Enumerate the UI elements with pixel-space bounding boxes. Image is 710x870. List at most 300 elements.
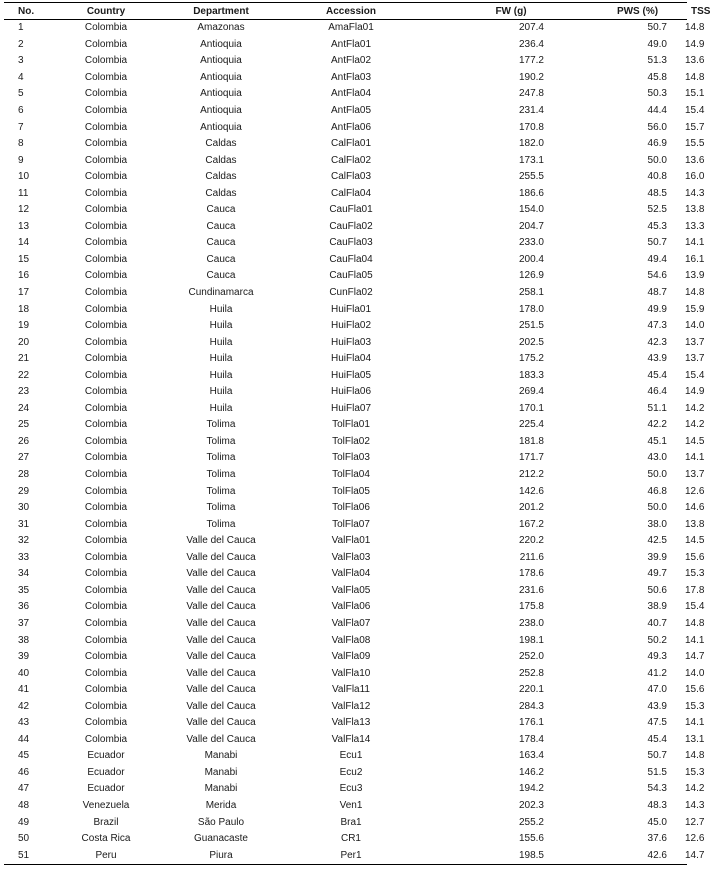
- cell-fw: 220.1: [518, 684, 544, 696]
- cell-country: Colombia: [84, 105, 128, 116]
- cell-accession: TolFla07: [332, 518, 370, 530]
- header-tss: TSS: [691, 5, 710, 17]
- cell-no: 10: [18, 171, 30, 183]
- cell-no: 41: [18, 684, 30, 696]
- cell-country: Colombia: [84, 568, 128, 580]
- cell-pws: 39.9: [647, 551, 667, 563]
- table-row: [4, 566, 687, 583]
- cell-no: 7: [18, 121, 24, 133]
- cell-pws: 43.0: [647, 452, 667, 464]
- cell-accession: HuiFla03: [330, 336, 372, 348]
- cell-pws: 50.7: [647, 237, 667, 249]
- cell-no: 28: [18, 469, 30, 481]
- cell-pws: 45.3: [647, 220, 667, 232]
- cell-tss: 16.1: [685, 253, 705, 265]
- cell-pws: 47.0: [647, 684, 667, 696]
- cell-fw: 154.0: [518, 204, 544, 216]
- cell-department: Manabi: [204, 766, 238, 778]
- cell-fw: 171.7: [518, 452, 544, 464]
- cell-fw: 207.4: [518, 22, 544, 34]
- cell-country: Colombia: [84, 617, 128, 629]
- cell-tss: 15.9: [685, 303, 705, 315]
- cell-accession: CauFla05: [329, 270, 373, 282]
- cell-tss: 13.9: [685, 270, 705, 282]
- cell-department: Cauca: [206, 270, 236, 282]
- table-row: [4, 417, 687, 434]
- cell-no: 40: [18, 667, 30, 679]
- header-department: Department: [193, 5, 249, 17]
- cell-tss: 14.6: [685, 502, 705, 514]
- table-row: [4, 434, 687, 451]
- cell-tss: 15.7: [685, 121, 705, 133]
- cell-department: Antioquia: [200, 105, 242, 116]
- cell-pws: 43.9: [647, 700, 667, 712]
- cell-accession: CalFla04: [330, 187, 372, 199]
- cell-country: Colombia: [84, 419, 128, 431]
- cell-fw: 126.9: [518, 270, 544, 282]
- cell-no: 16: [18, 270, 30, 282]
- cell-no: 36: [18, 601, 30, 613]
- cell-accession: CalFla03: [330, 171, 372, 183]
- table-row: [4, 483, 687, 500]
- cell-fw: 175.2: [518, 353, 544, 365]
- table-row: [4, 37, 687, 54]
- cell-no: 43: [18, 717, 30, 729]
- cell-pws: 50.0: [647, 154, 667, 166]
- table-row: [4, 847, 687, 864]
- cell-department: Valle del Cauca: [186, 667, 256, 679]
- cell-tss: 14.8: [685, 22, 705, 34]
- cell-no: 23: [18, 386, 30, 398]
- cell-pws: 45.8: [647, 71, 667, 83]
- cell-no: 47: [18, 783, 30, 795]
- cell-country: Colombia: [84, 601, 128, 613]
- cell-no: 3: [18, 55, 24, 67]
- cell-accession: ValFla13: [331, 717, 371, 729]
- cell-country: Colombia: [84, 733, 128, 745]
- cell-country: Colombia: [84, 88, 128, 100]
- cell-fw: 231.6: [518, 584, 544, 596]
- cell-country: Colombia: [84, 684, 128, 696]
- cell-no: 45: [18, 750, 30, 762]
- cell-tss: 14.2: [685, 419, 705, 431]
- cell-country: Colombia: [84, 502, 128, 514]
- cell-department: Caldas: [205, 138, 237, 150]
- cell-no: 31: [18, 518, 30, 530]
- table-row: [4, 119, 687, 136]
- cell-country: Colombia: [84, 320, 128, 332]
- cell-no: 15: [18, 253, 30, 265]
- cell-tss: 15.5: [685, 138, 705, 150]
- cell-tss: 12.6: [685, 485, 705, 497]
- cell-accession: ValFla11: [332, 684, 370, 696]
- cell-tss: 15.4: [685, 369, 705, 381]
- cell-accession: Ecu1: [339, 750, 363, 762]
- cell-pws: 50.3: [647, 88, 667, 100]
- cell-department: Amazonas: [197, 22, 245, 34]
- cell-tss: 14.7: [685, 849, 705, 861]
- cell-pws: 49.3: [647, 651, 667, 663]
- cell-fw: 252.0: [518, 651, 544, 663]
- cell-country: Ecuador: [87, 783, 125, 795]
- cell-tss: 12.7: [685, 816, 705, 828]
- cell-no: 49: [18, 816, 30, 828]
- cell-accession: ValFla03: [331, 551, 371, 563]
- cell-accession: CunFla02: [329, 287, 373, 299]
- cell-tss: 13.3: [685, 220, 705, 232]
- cell-pws: 50.0: [647, 502, 667, 514]
- cell-no: 39: [18, 651, 30, 663]
- cell-country: Colombia: [84, 237, 128, 249]
- cell-no: 38: [18, 634, 30, 646]
- header-accession: Accession: [325, 5, 377, 17]
- cell-accession: CauFla02: [329, 220, 373, 232]
- cell-fw: 202.3: [518, 799, 544, 811]
- cell-pws: 50.0: [647, 469, 667, 481]
- cell-pws: 54.6: [647, 270, 667, 282]
- cell-accession: HuiFla05: [330, 369, 372, 381]
- cell-no: 8: [18, 138, 24, 150]
- cell-department: Tolima: [206, 452, 236, 464]
- cell-department: Caldas: [205, 171, 237, 183]
- cell-no: 21: [18, 353, 30, 365]
- table-row: [4, 169, 687, 186]
- cell-accession: ValFla06: [331, 601, 371, 613]
- cell-no: 35: [18, 584, 30, 596]
- cell-no: 26: [18, 435, 30, 447]
- cell-accession: CalFla01: [330, 138, 372, 150]
- cell-country: Colombia: [84, 121, 128, 133]
- cell-fw: 247.8: [518, 88, 544, 100]
- cell-tss: 15.1: [685, 88, 705, 100]
- cell-no: 9: [18, 154, 24, 166]
- cell-country: Colombia: [84, 435, 128, 447]
- cell-department: Antioquia: [200, 55, 242, 67]
- cell-fw: 167.2: [518, 518, 544, 530]
- cell-pws: 52.5: [647, 204, 667, 216]
- cell-department: Valle del Cauca: [186, 584, 256, 596]
- cell-country: Ecuador: [87, 750, 125, 762]
- cell-tss: 13.7: [685, 469, 705, 481]
- cell-no: 30: [18, 502, 30, 514]
- table-body: [4, 20, 705, 865]
- cell-tss: 15.4: [685, 601, 705, 613]
- cell-tss: 14.3: [685, 187, 705, 199]
- table-row: [4, 450, 687, 467]
- cell-department: Antioquia: [200, 121, 242, 133]
- cell-country: Venezuela: [82, 799, 130, 811]
- cell-pws: 47.3: [647, 320, 667, 332]
- cell-department: Guanacaste: [194, 833, 248, 845]
- cell-pws: 42.5: [647, 535, 667, 547]
- cell-accession: Bra1: [340, 816, 362, 828]
- cell-fw: 236.4: [518, 38, 544, 50]
- cell-department: Valle del Cauca: [186, 733, 256, 745]
- cell-country: Colombia: [84, 369, 128, 381]
- table-row: [4, 136, 687, 153]
- cell-fw: 201.2: [518, 502, 544, 514]
- cell-tss: 14.2: [685, 402, 705, 414]
- cell-country: Colombia: [84, 303, 128, 315]
- table-row: [4, 152, 687, 169]
- cell-department: São Paulo: [197, 816, 245, 828]
- table-row: [4, 185, 687, 202]
- cell-department: Piura: [209, 849, 233, 861]
- cell-pws: 50.7: [647, 22, 667, 34]
- table-row: [4, 748, 687, 765]
- cell-tss: 14.0: [685, 320, 705, 332]
- cell-department: Merida: [205, 799, 237, 811]
- cell-fw: 284.3: [518, 700, 544, 712]
- cell-fw: 183.3: [518, 369, 544, 381]
- header-pws: PWS (%): [616, 5, 659, 17]
- cell-fw: 220.2: [518, 535, 544, 547]
- cell-fw: 211.6: [519, 551, 544, 563]
- cell-pws: 45.4: [647, 733, 667, 745]
- cell-country: Colombia: [84, 452, 128, 464]
- cell-tss: 15.3: [685, 568, 705, 580]
- table-row: [4, 616, 687, 633]
- cell-fw: 258.1: [518, 287, 544, 299]
- table-row: [4, 367, 687, 384]
- cell-fw: 251.5: [518, 320, 544, 332]
- cell-pws: 40.7: [647, 617, 667, 629]
- header-country: Country: [86, 5, 126, 17]
- cell-pws: 48.7: [647, 287, 667, 299]
- table-row: [4, 599, 687, 616]
- cell-accession: ValFla04: [331, 568, 371, 580]
- cell-tss: 14.8: [685, 617, 705, 629]
- cell-fw: 252.8: [518, 667, 544, 679]
- cell-accession: TolFla06: [332, 502, 370, 514]
- cell-country: Colombia: [84, 584, 128, 596]
- table-row: [4, 682, 687, 699]
- cell-tss: 14.5: [685, 535, 705, 547]
- cell-tss: 12.6: [685, 833, 705, 845]
- cell-accession: AmaFla01: [328, 22, 374, 34]
- table-row: [4, 285, 687, 302]
- cell-department: Manabi: [204, 783, 238, 795]
- cell-no: 18: [18, 303, 30, 315]
- cell-no: 4: [18, 71, 24, 83]
- table-row: [4, 202, 687, 219]
- table-row: [4, 798, 687, 815]
- cell-fw: 200.4: [518, 253, 544, 265]
- cell-no: 42: [18, 700, 30, 712]
- cell-accession: AntFla02: [330, 55, 372, 67]
- cell-fw: 255.2: [518, 816, 544, 828]
- cell-country: Colombia: [84, 204, 128, 216]
- cell-fw: 181.8: [518, 435, 544, 447]
- cell-department: Valle del Cauca: [186, 568, 256, 580]
- cell-country: Colombia: [84, 717, 128, 729]
- cell-accession: HuiFla02: [330, 320, 372, 332]
- cell-fw: 231.4: [518, 105, 544, 116]
- table-row: [4, 665, 687, 682]
- cell-tss: 14.9: [685, 38, 705, 50]
- cell-fw: 170.8: [518, 121, 544, 133]
- table-row: [4, 649, 687, 666]
- cell-tss: 14.8: [685, 71, 705, 83]
- cell-pws: 42.2: [647, 419, 667, 431]
- cell-department: Cundinamarca: [188, 287, 254, 299]
- cell-no: 33: [18, 551, 30, 563]
- cell-pws: 45.1: [647, 435, 667, 447]
- header-no: No.: [18, 5, 35, 17]
- cell-fw: 176.1: [518, 717, 544, 729]
- cell-department: Caldas: [205, 187, 237, 199]
- cell-no: 2: [18, 38, 24, 50]
- cell-country: Colombia: [84, 187, 128, 199]
- cell-pws: 50.6: [647, 584, 667, 596]
- cell-tss: 15.6: [685, 684, 705, 696]
- cell-tss: 13.6: [685, 154, 705, 166]
- cell-department: Caldas: [205, 154, 237, 166]
- cell-fw: 182.0: [518, 138, 544, 150]
- cell-country: Colombia: [84, 353, 128, 365]
- cell-country: Colombia: [84, 667, 128, 679]
- cell-pws: 40.8: [647, 171, 667, 183]
- cell-tss: 14.0: [685, 667, 705, 679]
- cell-tss: 15.6: [685, 551, 705, 563]
- cell-department: Valle del Cauca: [186, 535, 256, 547]
- cell-department: Antioquia: [200, 88, 242, 100]
- cell-no: 34: [18, 568, 30, 580]
- cell-department: Huila: [209, 336, 233, 348]
- cell-accession: CauFla01: [329, 204, 373, 216]
- cell-country: Colombia: [84, 518, 128, 530]
- cell-department: Valle del Cauca: [186, 684, 256, 696]
- cell-no: 25: [18, 419, 30, 431]
- cell-tss: 14.5: [685, 435, 705, 447]
- cell-accession: TolFla03: [332, 452, 370, 464]
- cell-pws: 46.9: [647, 138, 667, 150]
- table-row: [4, 219, 687, 236]
- cell-no: 14: [18, 237, 30, 249]
- cell-accession: Per1: [340, 849, 362, 861]
- cell-accession: AntFla06: [330, 121, 372, 133]
- cell-department: Tolima: [206, 435, 236, 447]
- cell-fw: 146.2: [518, 766, 544, 778]
- cell-pws: 41.2: [647, 667, 667, 679]
- cell-no: 27: [18, 452, 30, 464]
- cell-accession: HuiFla06: [330, 386, 372, 398]
- cell-accession: Ven1: [339, 799, 363, 811]
- cell-pws: 49.4: [647, 253, 667, 265]
- cell-accession: CalFla02: [330, 154, 372, 166]
- cell-pws: 49.0: [647, 38, 667, 50]
- cell-tss: 13.7: [685, 336, 705, 348]
- table-row: [4, 401, 687, 418]
- cell-department: Valle del Cauca: [186, 617, 256, 629]
- cell-country: Colombia: [84, 71, 128, 83]
- cell-no: 22: [18, 369, 30, 381]
- cell-fw: 190.2: [518, 71, 544, 83]
- cell-pws: 38.9: [647, 601, 667, 613]
- cell-tss: 13.8: [685, 518, 705, 530]
- cell-pws: 44.4: [647, 105, 667, 116]
- table-row: [4, 70, 687, 87]
- cell-no: 37: [18, 617, 30, 629]
- cell-tss: 14.1: [685, 237, 705, 249]
- table-row: [4, 86, 687, 103]
- cell-pws: 49.7: [647, 568, 667, 580]
- cell-fw: 178.6: [518, 568, 544, 580]
- cell-fw: 202.5: [518, 336, 544, 348]
- cell-accession: CR1: [340, 833, 361, 845]
- cell-department: Manabi: [204, 750, 238, 762]
- cell-department: Huila: [209, 386, 233, 398]
- cell-country: Colombia: [84, 220, 128, 232]
- cell-fw: 178.0: [518, 303, 544, 315]
- cell-accession: ValFla09: [331, 651, 371, 663]
- cell-fw: 177.2: [518, 55, 544, 67]
- cell-pws: 45.4: [647, 369, 667, 381]
- cell-department: Antioquia: [200, 38, 242, 50]
- cell-department: Valle del Cauca: [186, 551, 256, 563]
- cell-fw: 173.1: [518, 154, 544, 166]
- cell-no: 46: [18, 766, 30, 778]
- cell-tss: 13.8: [685, 204, 705, 216]
- cell-department: Cauca: [206, 204, 236, 216]
- cell-accession: HuiFla04: [330, 353, 372, 365]
- cell-fw: 186.6: [518, 187, 544, 199]
- cell-country: Colombia: [84, 171, 128, 183]
- cell-pws: 37.6: [647, 833, 667, 845]
- cell-accession: ValFla01: [331, 535, 371, 547]
- cell-country: Colombia: [84, 485, 128, 497]
- cell-department: Tolima: [206, 419, 236, 431]
- cell-tss: 13.6: [685, 55, 705, 67]
- cell-accession: TolFla02: [332, 435, 370, 447]
- table-row: [4, 781, 687, 798]
- cell-no: 12: [18, 204, 30, 216]
- cell-department: Tolima: [206, 469, 236, 481]
- cell-pws: 54.3: [647, 783, 667, 795]
- cell-fw: 142.6: [518, 485, 544, 497]
- cell-department: Huila: [209, 353, 233, 365]
- cell-department: Antioquia: [200, 71, 242, 83]
- table-row: [4, 831, 687, 848]
- cell-pws: 48.5: [647, 187, 667, 199]
- table-row: [4, 583, 687, 600]
- cell-department: Tolima: [206, 518, 236, 530]
- cell-tss: 14.9: [685, 386, 705, 398]
- cell-pws: 56.0: [647, 121, 667, 133]
- cell-accession: HuiFla01: [330, 303, 372, 315]
- table-row: [4, 235, 687, 252]
- cell-fw: 269.4: [518, 386, 544, 398]
- table-row: [4, 351, 687, 368]
- cell-pws: 46.4: [647, 386, 667, 398]
- cell-department: Huila: [209, 320, 233, 332]
- cell-accession: CauFla04: [329, 253, 373, 265]
- cell-accession: AntFla03: [330, 71, 372, 83]
- table-row: [4, 500, 687, 517]
- table-row: [4, 384, 687, 401]
- table-header: [4, 3, 710, 20]
- cell-pws: 42.6: [647, 849, 667, 861]
- cell-department: Valle del Cauca: [186, 717, 256, 729]
- cell-department: Huila: [209, 369, 233, 381]
- cell-pws: 47.5: [647, 717, 667, 729]
- cell-tss: 14.2: [685, 783, 705, 795]
- cell-fw: 212.2: [518, 469, 544, 481]
- table-row: [4, 533, 687, 550]
- cell-department: Cauca: [206, 220, 236, 232]
- cell-accession: ValFla08: [331, 634, 371, 646]
- cell-accession: ValFla05: [331, 584, 371, 596]
